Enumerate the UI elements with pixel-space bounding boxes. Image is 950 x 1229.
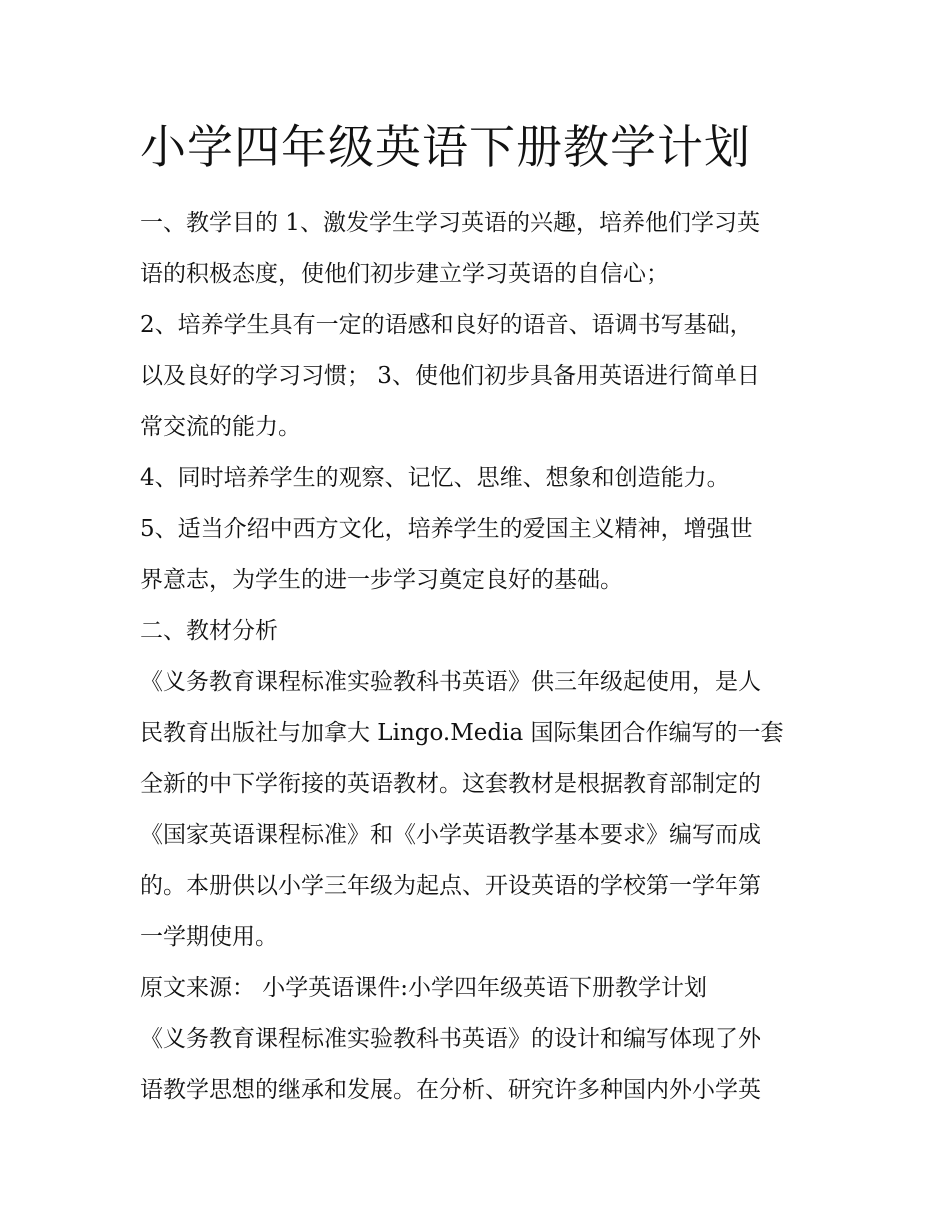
body-line: 5、适当介绍中西方文化，培养学生的爱国主义精神，增强世 [140,516,753,542]
body-line: 语教学思想的继承和发展。在分析、研究许多种国内外小学英 [140,1077,761,1103]
section-heading: 二、教材分析 [140,618,278,644]
body-line: 《国家英语课程标准》和《小学英语教学基本要求》编写而成 [140,822,761,848]
body-line: 《义务教育课程标准实验教科书英语》供三年级起使用，是人 [140,669,761,695]
document-title: 小学四年级英语下册教学计划 [140,120,751,174]
body-line: 4、同时培养学生的观察、记忆、思维、想象和创造能力。 [140,465,730,491]
body-line: 《义务教育课程标准实验教科书英语》的设计和编写体现了外 [140,1026,761,1052]
body-line: 的。本册供以小学三年级为起点、开设英语的学校第一学年第 [140,873,761,899]
document-body [140,198,820,1116]
body-line: 民教育出版社与加拿大 Lingo.Media 国际集团合作编写的一套 [140,720,784,746]
body-line: 以及良好的学习习惯； 3、使他们初步具备用英语进行简单日 [140,363,760,389]
body-line: 一学期使用。 [140,924,278,950]
body-line: 一、教学目的 1、激发学生学习英语的兴趣，培养他们学习英 [140,210,760,236]
body-line: 全新的中下学衔接的英语教材。这套教材是根据教育部制定的 [140,771,761,797]
body-line: 语的积极态度，使他们初步建立学习英语的自信心； [140,261,669,287]
source-line: 原文来源： 小学英语课件:小学四年级英语下册教学计划 [140,975,708,1001]
body-line: 界意志，为学生的进一步学习奠定良好的基础。 [140,567,623,593]
body-line: 2、培养学生具有一定的语感和良好的语音、语调书写基础， [140,312,753,338]
body-line: 常交流的能力。 [140,414,301,440]
